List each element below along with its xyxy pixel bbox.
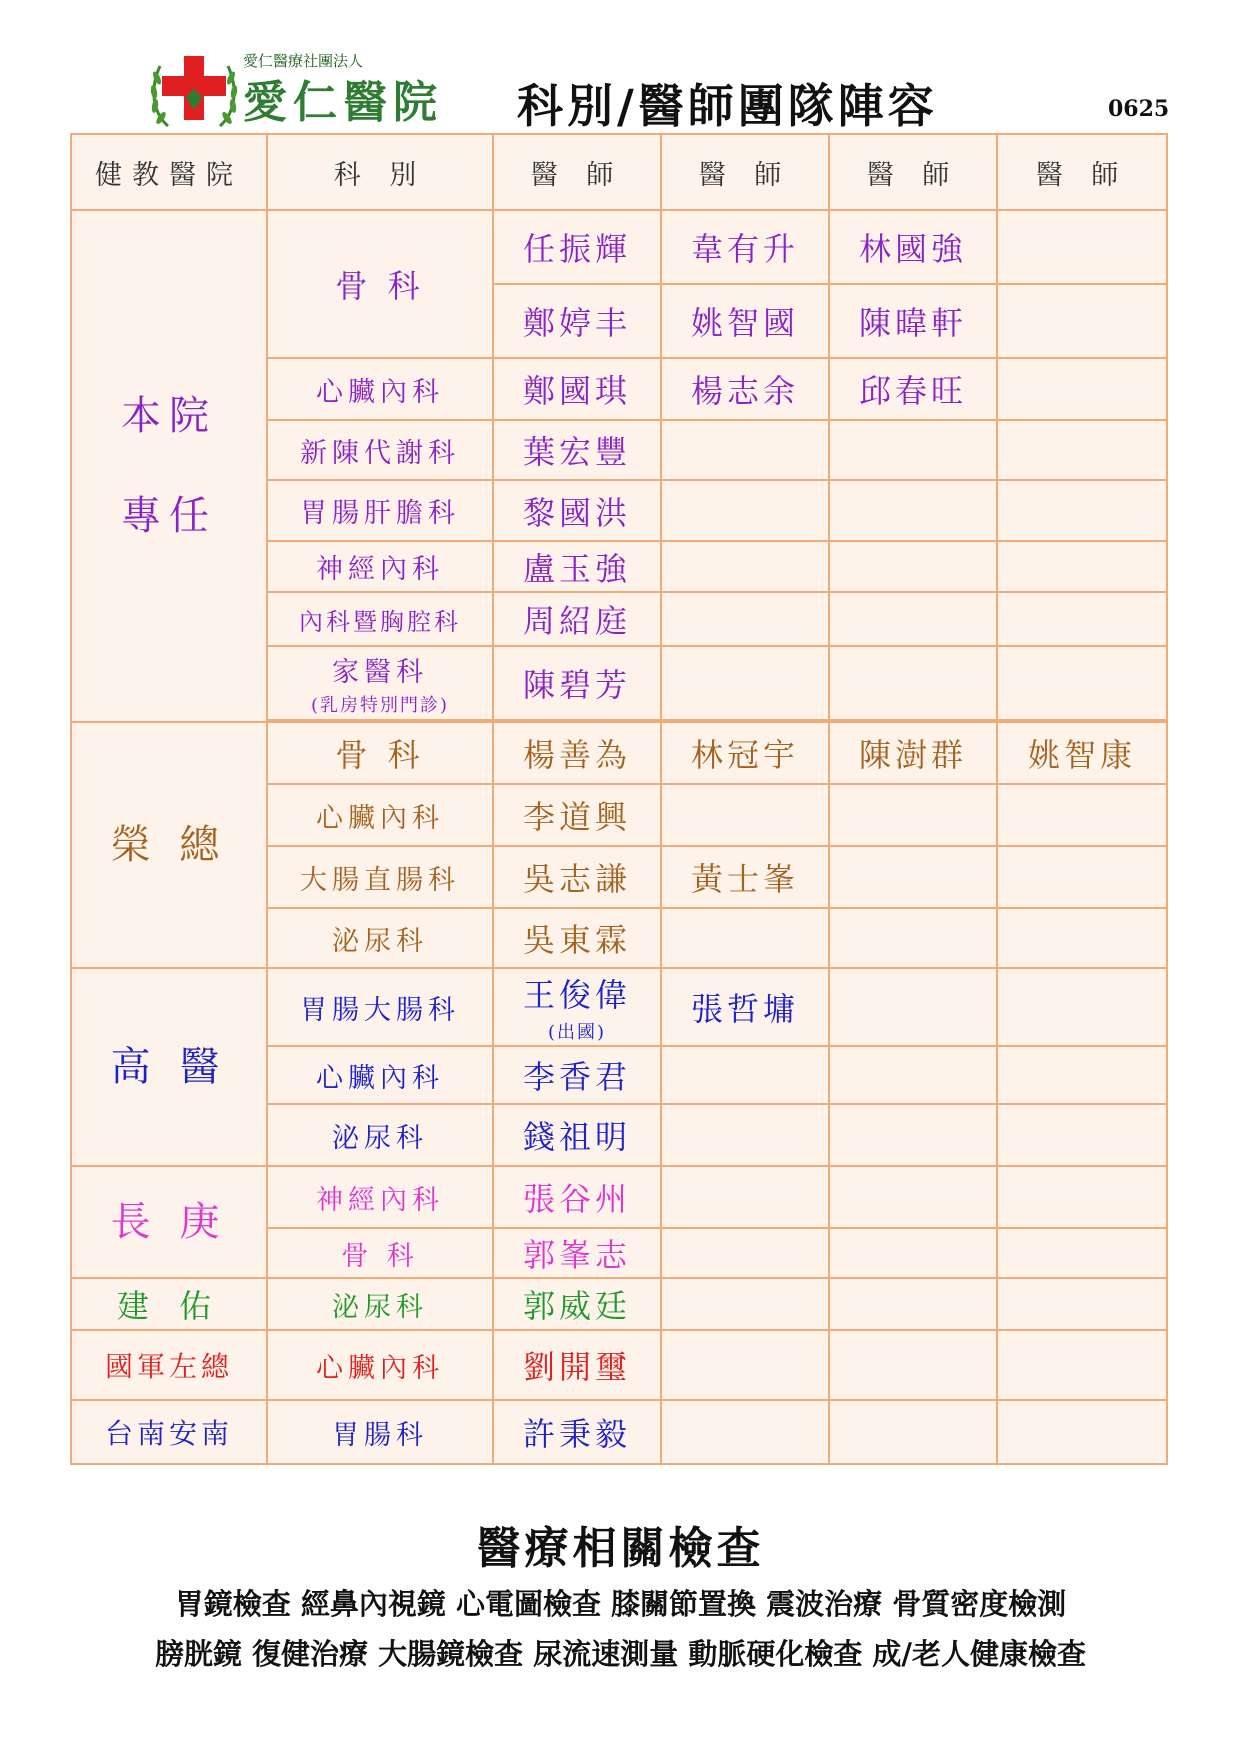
doctor-cell — [997, 784, 1167, 846]
table-row — [71, 1400, 1167, 1464]
doctor-cell — [661, 1330, 829, 1400]
doctor-cell — [997, 1228, 1167, 1278]
doctor-cell — [997, 284, 1167, 358]
hospital-cell: 建 佑 — [71, 1278, 267, 1330]
header-hospital: 健教醫院 — [71, 134, 267, 210]
exams-list-line: 胃鏡檢查 經鼻內視鏡 心電圖檢查 膝關節置換 震波治療 骨質密度檢測 — [174, 1587, 1067, 1621]
doctor-cell: 陳碧芳 — [493, 646, 661, 720]
doctor-cell: 韋有升 — [661, 210, 829, 284]
doctor-cell: 任振輝 — [493, 210, 661, 284]
hospital-name-line: 專任 — [121, 493, 217, 539]
doctor-cell: 郭峯志 — [493, 1228, 661, 1278]
exams-list-line: 膀胱鏡 復健治療 大腸鏡檢查 尿流速測量 動脈硬化檢查 成/老人健康檢查 — [154, 1637, 1087, 1671]
page-title: 科別/醫師團隊陣容 — [517, 79, 938, 133]
doctor-cell: 陳暐軒 — [829, 284, 997, 358]
doctor-cell — [997, 592, 1167, 646]
department-cell: 心臟內科 — [267, 784, 493, 846]
doctor-cell — [997, 1104, 1167, 1166]
table-row — [71, 1330, 1167, 1400]
doctor-cell: 鄭國琪 — [493, 358, 661, 420]
department-cell: 內科暨胸腔科 — [267, 592, 493, 646]
doctor-cell: 邱春旺 — [829, 358, 997, 420]
doctor-cell — [661, 1400, 829, 1464]
doctor-cell — [661, 1166, 829, 1228]
header-doctor: 醫 師 — [997, 134, 1167, 210]
doctor-cell: 張哲墉 — [661, 968, 829, 1046]
hospital-cell: 台南安南 — [71, 1400, 267, 1464]
hospital-cell: 高 醫 — [71, 968, 267, 1166]
hospital-name: 愛仁醫院 — [243, 77, 443, 128]
doctor-cell — [661, 908, 829, 968]
doctor-cell — [997, 420, 1167, 480]
doctor-cell: 葉宏豐 — [493, 420, 661, 480]
hospital-cell — [71, 210, 267, 722]
doctor-cell: 鄭婷丰 — [493, 284, 661, 358]
doctor-cell: 陳澍群 — [829, 722, 997, 784]
doctor-cell — [829, 592, 997, 646]
doctor-cell: 錢祖明 — [493, 1104, 661, 1166]
doctor-cell — [661, 1104, 829, 1166]
doctor-cell — [997, 541, 1167, 592]
doctor-cell — [829, 846, 997, 908]
doctor-cell — [829, 541, 997, 592]
department-cell: 神經內科 — [267, 1166, 493, 1228]
doctor-cell: 李香君 — [493, 1046, 661, 1104]
department-cell: 心臟內科 — [267, 1046, 493, 1104]
doctor-cell — [661, 1278, 829, 1330]
hospital-logo-icon — [148, 48, 240, 132]
doctor-cell: 張谷州 — [493, 1166, 661, 1228]
doctor-cell — [997, 1278, 1167, 1330]
table-row — [71, 1166, 1167, 1228]
exams-title: 醫療相關檢查 — [476, 1523, 765, 1574]
table-header-row — [71, 134, 1167, 210]
doctor-cell — [997, 646, 1167, 720]
hospital-cell: 長 庚 — [71, 1166, 267, 1278]
doctor-cell: 楊志余 — [661, 358, 829, 420]
organization-subtitle: 愛仁醫療社團法人 — [243, 52, 364, 70]
doctor-cell — [829, 908, 997, 968]
doctor-cell: 林冠宇 — [661, 722, 829, 784]
doctor-cell: 楊善為 — [493, 722, 661, 784]
table-row — [71, 968, 1167, 1046]
doctor-cell — [661, 1046, 829, 1104]
doctor-cell — [829, 968, 997, 1046]
table-row — [71, 210, 1167, 284]
doctor-cell — [661, 541, 829, 592]
doctor-cell — [829, 784, 997, 846]
doctor-cell: 劉開璽 — [493, 1330, 661, 1400]
doctor-cell: 黎國洪 — [493, 480, 661, 541]
department-name: 家醫科 — [332, 656, 428, 688]
doctor-cell — [661, 784, 829, 846]
doctor-roster-table — [70, 133, 1168, 1465]
department-cell: 骨 科 — [267, 722, 493, 784]
department-cell — [267, 646, 493, 720]
doctor-cell — [997, 1046, 1167, 1104]
doctor-cell: 吳東霖 — [493, 908, 661, 968]
department-cell: 胃腸肝膽科 — [267, 480, 493, 541]
doctor-cell: 李道興 — [493, 784, 661, 846]
doctor-cell: 林國強 — [829, 210, 997, 284]
department-cell: 大腸直腸科 — [267, 846, 493, 908]
department-cell: 新陳代謝科 — [267, 420, 493, 480]
header-doctor: 醫 師 — [829, 134, 997, 210]
doctor-cell: 姚智國 — [661, 284, 829, 358]
doctor-cell: 姚智康 — [997, 722, 1167, 784]
department-cell: 泌尿科 — [267, 1104, 493, 1166]
doctor-cell — [661, 480, 829, 541]
doctor-cell — [997, 210, 1167, 284]
doctor-cell: 盧玉強 — [493, 541, 661, 592]
hospital-cell: 榮 總 — [71, 722, 267, 968]
doctor-cell — [997, 908, 1167, 968]
doctor-cell — [997, 480, 1167, 541]
doctor-cell — [829, 480, 997, 541]
doctor-cell: 許秉毅 — [493, 1400, 661, 1464]
doctor-cell — [829, 1104, 997, 1166]
doctor-cell — [661, 420, 829, 480]
doctor-cell — [997, 1166, 1167, 1228]
header-doctor: 醫 師 — [661, 134, 829, 210]
doctor-cell — [829, 1330, 997, 1400]
hospital-cell: 國軍左總 — [71, 1330, 267, 1400]
doctor-cell — [661, 1228, 829, 1278]
department-note: (乳房特別門診) — [310, 694, 450, 716]
doctor-cell — [661, 592, 829, 646]
doctor-cell: 郭威廷 — [493, 1278, 661, 1330]
header-department: 科 別 — [267, 134, 493, 210]
doctor-cell — [829, 420, 997, 480]
department-cell: 心臟內科 — [267, 1330, 493, 1400]
doctor-cell — [997, 968, 1167, 1046]
department-cell: 神經內科 — [267, 541, 493, 592]
doctor-name: 王俊偉 — [522, 976, 631, 1014]
page-header — [0, 0, 1241, 133]
hospital-name-line: 本院 — [121, 393, 217, 439]
department-cell: 骨 科 — [267, 1228, 493, 1278]
department-cell: 心臟內科 — [267, 358, 493, 420]
doctor-cell — [661, 646, 829, 720]
doctor-cell — [829, 1166, 997, 1228]
table-row — [71, 1278, 1167, 1330]
doctor-cell: 周紹庭 — [493, 592, 661, 646]
doctor-cell — [997, 1400, 1167, 1464]
document-code: 0625 — [1108, 96, 1170, 122]
header-doctor: 醫 師 — [493, 134, 661, 210]
department-cell: 泌尿科 — [267, 908, 493, 968]
doctor-cell — [829, 646, 997, 720]
doctor-cell — [493, 968, 661, 1046]
doctor-cell — [829, 1046, 997, 1104]
doctor-cell — [997, 358, 1167, 420]
doctor-cell: 黃士峯 — [661, 846, 829, 908]
doctor-cell — [829, 1278, 997, 1330]
doctor-note: (出國) — [547, 1022, 607, 1043]
department-cell: 胃腸大腸科 — [267, 968, 493, 1046]
department-cell: 胃腸科 — [267, 1400, 493, 1464]
doctor-cell — [997, 1330, 1167, 1400]
department-cell: 泌尿科 — [267, 1278, 493, 1330]
doctor-cell — [997, 846, 1167, 908]
doctor-cell — [829, 1400, 997, 1464]
department-cell: 骨 科 — [267, 210, 493, 358]
doctor-cell — [829, 1228, 997, 1278]
table-row — [71, 722, 1167, 784]
doctor-cell: 吳志謙 — [493, 846, 661, 908]
